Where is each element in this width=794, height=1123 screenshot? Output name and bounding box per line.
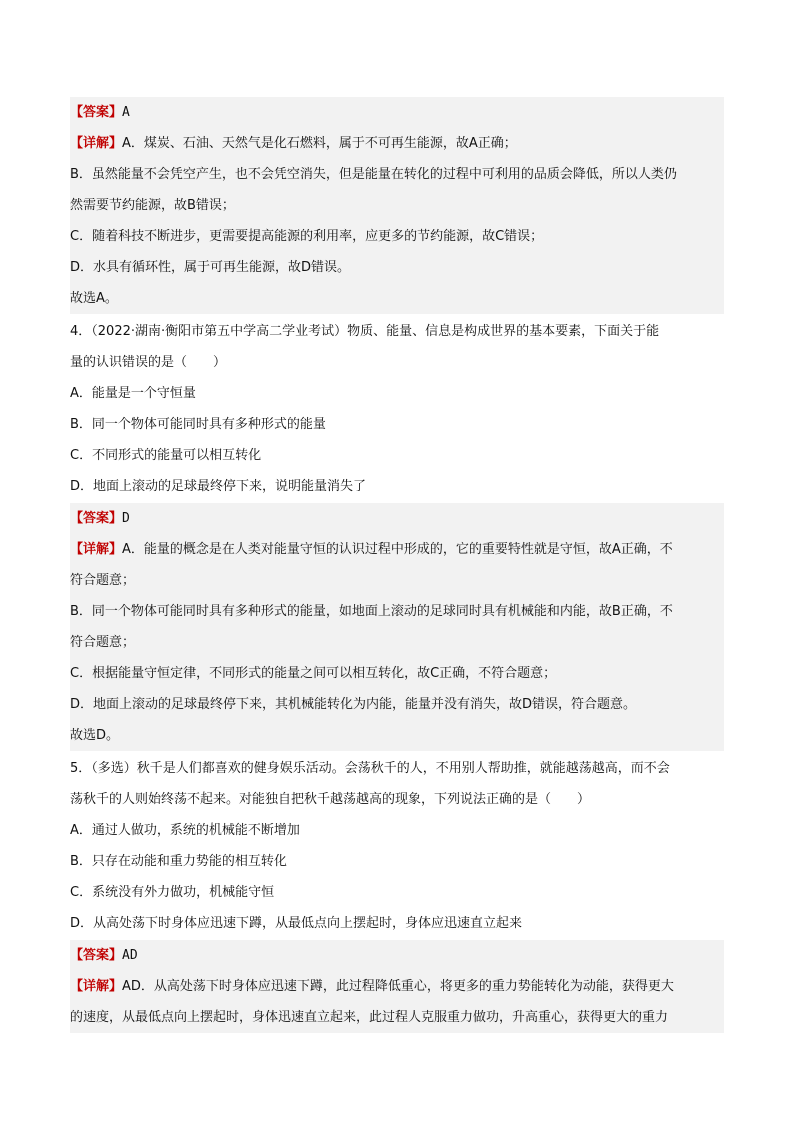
q4-detail-line-4: 符合题意； xyxy=(70,627,724,658)
answer-label: 【答案】 xyxy=(70,948,123,963)
q4-detail-line-6: D．地面上滚动的足球最终停下来，其机械能转化为内能，能量并没有消失，故D错误，符合题意。 xyxy=(70,689,724,720)
q4-option-b: B．同一个物体可能同时具有多种形式的能量 xyxy=(70,417,326,432)
detail-label: 【详解】 xyxy=(70,136,123,151)
detail-label: 【详解】 xyxy=(70,542,123,557)
q5-stem-line-2: 荡秋千的人则始终荡不起来。对能独自把秋千越荡越高的现象，下列说法正确的是（ ） xyxy=(70,792,591,807)
q3-detail-line-2: B．虽然能量不会凭空产生，也不会凭空消失，但是能量在转化的过程中可利用的品质会降低，所以人类仍 xyxy=(70,159,724,190)
q4-option-a: A．能量是一个守恒量 xyxy=(70,386,196,401)
q3-answer-value: A xyxy=(122,105,130,120)
answer-label: 【答案】 xyxy=(70,511,123,526)
q4-detail-line-5: C．根据能量守恒定律，不同形式的能量之间可以相互转化，故C正确，不符合题意； xyxy=(70,658,724,689)
answer-label: 【答案】 xyxy=(70,105,123,120)
q4-detail-line-1: 【详解】A．能量的概念是在人类对能量守恒的认识过程中形成的，它的重要特性就是守恒，故A正确，不 xyxy=(70,534,724,565)
q5-detail-line-1: 【详解】AD．从高处荡下时身体应迅速下蹲，此过程降低重心，将更多的重力势能转化为动能，获得更大 xyxy=(70,971,724,1002)
q4-answer-line xyxy=(70,503,724,534)
q4-answer-value: D xyxy=(122,511,130,526)
q5-answer-line xyxy=(70,940,724,971)
q5-option-b: B．只存在动能和重力势能的相互转化 xyxy=(70,854,287,869)
q4-detail-line-2: 符合题意； xyxy=(70,565,724,596)
q5-stem-line-1: 5．（多选）秋千是人们都喜欢的健身娱乐活动。会荡秋千的人，不用别人帮助推，就能越荡越高，而不会 xyxy=(70,761,670,776)
q5-option-a: A．通过人做功，系统的机械能不断增加 xyxy=(70,823,300,838)
q5-option-c: C．系统没有外力做功，机械能守恒 xyxy=(70,885,275,900)
q5-option-d: D．从高处荡下时身体应迅速下蹲，从最低点向上摆起时，身体应迅速直立起来 xyxy=(70,916,523,931)
q4-option-c: C．不同形式的能量可以相互转化 xyxy=(70,448,262,463)
q4-conclusion: 故选D。 xyxy=(70,720,724,751)
q5-answer-value: AD xyxy=(122,948,138,963)
q4-detail-line-3: B．同一个物体可能同时具有多种形式的能量，如地面上滚动的足球同时具有机械能和内能，故B正确，不 xyxy=(70,596,724,627)
q5-detail-line-2: 的速度，从最低点向上摆起时，身体迅速直立起来，此过程人克服重力做功，升高重心，获得更大的重力 xyxy=(70,1002,724,1033)
q3-answer-line xyxy=(70,97,724,128)
q3-detail-line-1: 【详解】A．煤炭、石油、天然气是化石燃料，属于不可再生能源，故A正确； xyxy=(70,128,724,159)
detail-label: 【详解】 xyxy=(70,979,123,994)
q3-conclusion: 故选A。 xyxy=(70,283,724,314)
q3-detail-line-5: D．水具有循环性，属于可再生能源，故D错误。 xyxy=(70,252,724,283)
q4-option-d: D．地面上滚动的足球最终停下来，说明能量消失了 xyxy=(70,479,367,494)
q4-stem-line-1: 4．（2022·湖南·衡阳市第五中学高二学业考试）物质、能量、信息是构成世界的基本要素，下面关于能 xyxy=(70,324,660,339)
q3-detail-line-4: C．随着科技不断进步，更需要提高能源的利用率，应更多的节约能源，故C错误； xyxy=(70,221,724,252)
q3-detail-line-3: 然需要节约能源，故B错误； xyxy=(70,190,724,221)
q4-stem-line-2: 量的认识错误的是（ ） xyxy=(70,355,227,370)
